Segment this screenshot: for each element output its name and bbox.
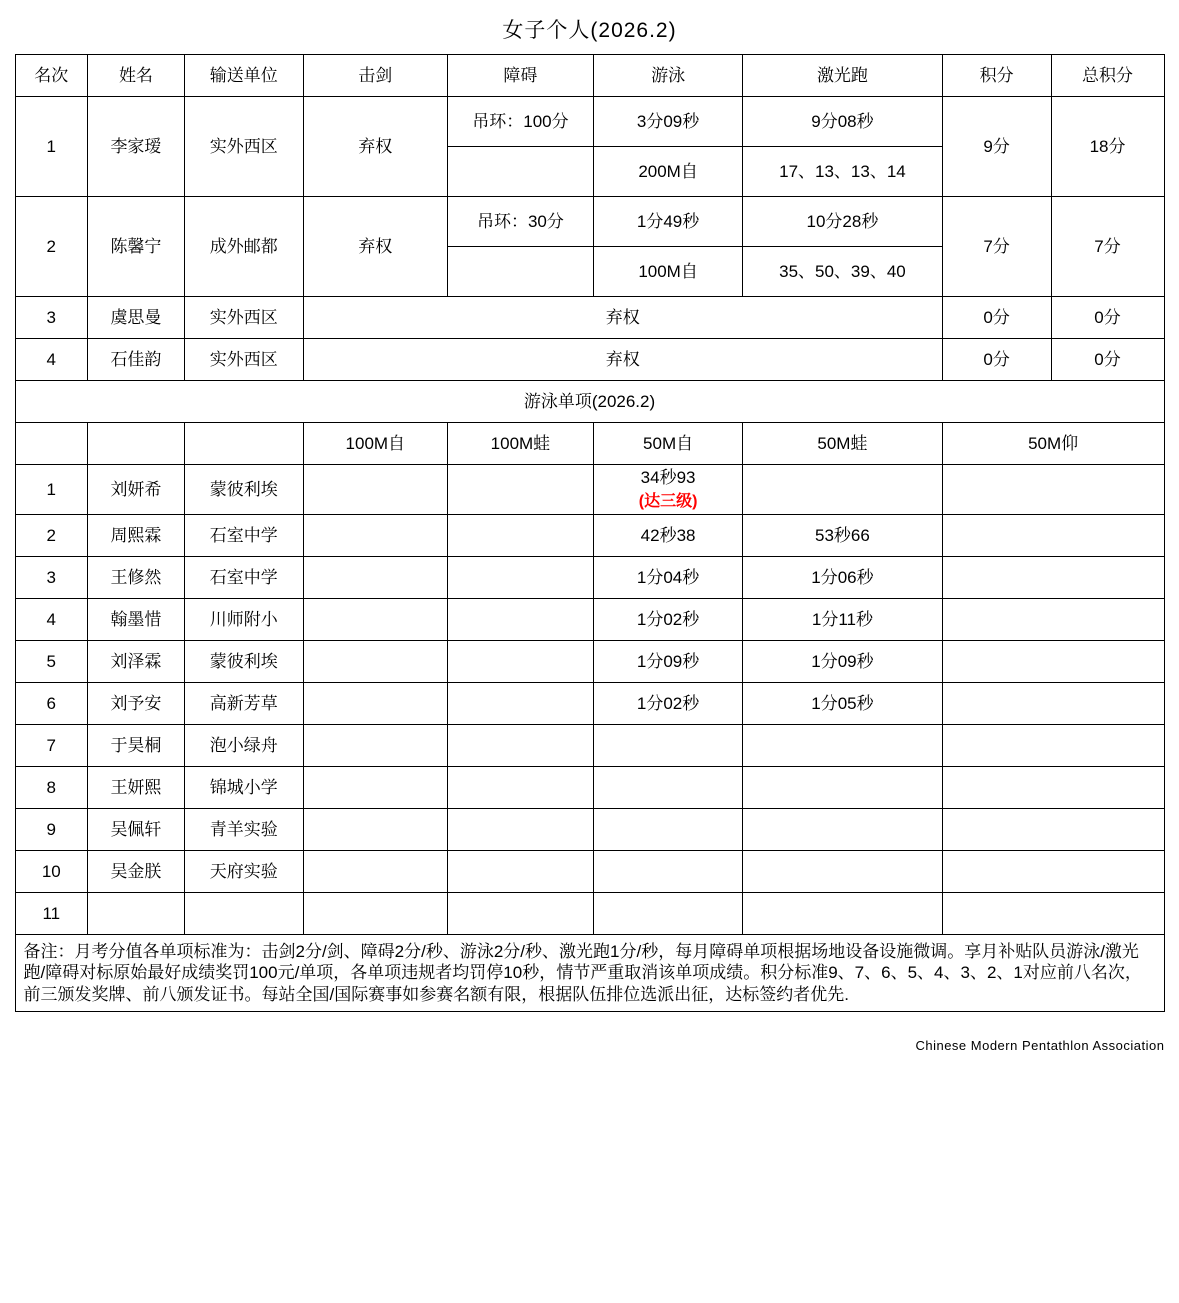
swim-100m-free bbox=[303, 515, 447, 557]
swim-50m-breast bbox=[743, 465, 943, 515]
table-row bbox=[15, 339, 1164, 381]
swim-name: 吴金朕 bbox=[88, 851, 185, 893]
header-name: 姓名 bbox=[88, 55, 185, 97]
swim-rank: 6 bbox=[15, 683, 88, 725]
swim-rank: 3 bbox=[15, 557, 88, 599]
athlete-unit: 成外邮都 bbox=[184, 197, 303, 297]
table-row bbox=[15, 641, 1164, 683]
swim-50m-breast bbox=[743, 893, 943, 935]
swim-unit: 石室中学 bbox=[184, 557, 303, 599]
header-points: 积分 bbox=[942, 55, 1051, 97]
swim-50m-back bbox=[942, 641, 1164, 683]
athlete-rank: 1 bbox=[15, 97, 88, 197]
swim-50m-back bbox=[942, 725, 1164, 767]
swim-50m-free: 1分02秒 bbox=[594, 599, 743, 641]
swim-section-title: 游泳单项(2026.2) bbox=[15, 381, 1164, 423]
athlete-points: 7分 bbox=[942, 197, 1051, 297]
swim-rank: 4 bbox=[15, 599, 88, 641]
table-row bbox=[15, 725, 1164, 767]
footer-organization: Chinese Modern Pentathlon Association bbox=[915, 1037, 1165, 1053]
swim-50m-free-time: 34秒93 bbox=[640, 468, 696, 488]
swim-unit: 锦城小学 bbox=[184, 767, 303, 809]
swim-name: 王修然 bbox=[88, 557, 185, 599]
athlete-obstacle-extra bbox=[447, 247, 593, 297]
swim-100m-breast bbox=[447, 725, 593, 767]
table-row bbox=[15, 809, 1164, 851]
swim-100m-free bbox=[303, 641, 447, 683]
header-fencing: 击剑 bbox=[303, 55, 447, 97]
athlete-total-points: 0分 bbox=[1051, 339, 1164, 381]
athlete-rank: 4 bbox=[15, 339, 88, 381]
table-row bbox=[15, 893, 1164, 935]
swim-100m-breast bbox=[447, 465, 593, 515]
swim-50m-free bbox=[594, 851, 743, 893]
table-row bbox=[15, 515, 1164, 557]
results-table bbox=[15, 54, 1165, 1012]
athlete-points: 9分 bbox=[942, 97, 1051, 197]
swim-100m-free bbox=[303, 851, 447, 893]
athlete-total-points: 7分 bbox=[1051, 197, 1164, 297]
swim-50m-breast bbox=[743, 725, 943, 767]
swim-100m-breast bbox=[447, 767, 593, 809]
notes-row bbox=[15, 935, 1164, 1012]
table-row bbox=[15, 97, 1164, 147]
swim-name bbox=[88, 893, 185, 935]
swim-unit: 天府实验 bbox=[184, 851, 303, 893]
athlete-points: 0分 bbox=[942, 297, 1051, 339]
swim-unit bbox=[184, 893, 303, 935]
athlete-swim-time: 3分09秒 bbox=[594, 97, 743, 147]
athlete-unit: 实外西区 bbox=[184, 297, 303, 339]
swim-100m-breast bbox=[447, 851, 593, 893]
swim-50m-free bbox=[594, 767, 743, 809]
swim-header-100m-breast: 100M蛙 bbox=[447, 423, 593, 465]
swim-50m-breast: 1分06秒 bbox=[743, 557, 943, 599]
table-row bbox=[15, 851, 1164, 893]
swim-unit: 蒙彼利埃 bbox=[184, 465, 303, 515]
athlete-fencing: 弃权 bbox=[303, 197, 447, 297]
swim-50m-free: 1分02秒 bbox=[594, 683, 743, 725]
athlete-swim-time: 1分49秒 bbox=[594, 197, 743, 247]
swim-rank: 1 bbox=[15, 465, 88, 515]
swim-100m-free bbox=[303, 809, 447, 851]
swim-50m-free bbox=[594, 465, 743, 515]
swim-unit: 青羊实验 bbox=[184, 809, 303, 851]
swim-100m-breast bbox=[447, 683, 593, 725]
table-row bbox=[15, 297, 1164, 339]
athlete-swim-event: 100M自 bbox=[594, 247, 743, 297]
swim-50m-breast: 53秒66 bbox=[743, 515, 943, 557]
swim-50m-breast: 1分09秒 bbox=[743, 641, 943, 683]
table-row bbox=[15, 465, 1164, 515]
swim-100m-breast bbox=[447, 557, 593, 599]
athlete-result: 弃权 bbox=[303, 339, 942, 381]
swim-rank: 8 bbox=[15, 767, 88, 809]
swim-50m-free bbox=[594, 809, 743, 851]
swim-grade-badge: (达三级) bbox=[638, 492, 698, 510]
athlete-total-points: 0分 bbox=[1051, 297, 1164, 339]
swim-rank: 7 bbox=[15, 725, 88, 767]
swim-100m-breast bbox=[447, 893, 593, 935]
swim-100m-breast bbox=[447, 599, 593, 641]
swim-header-name bbox=[88, 423, 185, 465]
swim-100m-free bbox=[303, 683, 447, 725]
swim-rank: 5 bbox=[15, 641, 88, 683]
swim-50m-free: 42秒38 bbox=[594, 515, 743, 557]
swim-50m-back bbox=[942, 809, 1164, 851]
swim-name: 刘泽霖 bbox=[88, 641, 185, 683]
swim-unit: 蒙彼利埃 bbox=[184, 641, 303, 683]
swim-name: 王妍熙 bbox=[88, 767, 185, 809]
swim-100m-free bbox=[303, 893, 447, 935]
swim-50m-free: 1分04秒 bbox=[594, 557, 743, 599]
athlete-rank: 2 bbox=[15, 197, 88, 297]
swim-50m-free: 1分09秒 bbox=[594, 641, 743, 683]
athlete-unit: 实外西区 bbox=[184, 97, 303, 197]
swim-rank: 2 bbox=[15, 515, 88, 557]
swim-50m-breast bbox=[743, 767, 943, 809]
header-total-points: 总积分 bbox=[1051, 55, 1164, 97]
athlete-total-points: 18分 bbox=[1051, 97, 1164, 197]
swim-50m-back bbox=[942, 515, 1164, 557]
swim-100m-free bbox=[303, 465, 447, 515]
athlete-obstacle-extra bbox=[447, 147, 593, 197]
swim-section-title-row bbox=[15, 381, 1164, 423]
athlete-points: 0分 bbox=[942, 339, 1051, 381]
header-unit: 输送单位 bbox=[184, 55, 303, 97]
table-header-row bbox=[15, 55, 1164, 97]
table-row bbox=[15, 767, 1164, 809]
swim-100m-free bbox=[303, 599, 447, 641]
header-obstacle: 障碍 bbox=[447, 55, 593, 97]
swim-header-50m-back: 50M仰 bbox=[942, 423, 1164, 465]
swim-header-100m-free: 100M自 bbox=[303, 423, 447, 465]
athlete-laser-time: 9分08秒 bbox=[743, 97, 943, 147]
swim-name: 翰墨惜 bbox=[88, 599, 185, 641]
page-title: 女子个人(2026.2) bbox=[502, 19, 677, 42]
athlete-rank: 3 bbox=[15, 297, 88, 339]
swim-100m-breast bbox=[447, 515, 593, 557]
swim-50m-breast bbox=[743, 851, 943, 893]
swim-unit: 川师附小 bbox=[184, 599, 303, 641]
athlete-swim-event: 200M自 bbox=[594, 147, 743, 197]
swim-50m-free bbox=[594, 725, 743, 767]
swim-50m-back bbox=[942, 851, 1164, 893]
swim-50m-back bbox=[942, 465, 1164, 515]
notes-text: 备注：月考分值各单项标准为：击剑2分/剑、障碍2分/秒、游泳2分/秒、激光跑1分/秒，每月障碍单项根据场地设备设施微调。享月补贴队员游泳/激光跑/障碍对标原始最好成绩奖罚100元/单项，各单项违规者均罚停10秒，情节严重取消该单项成绩。积分标准9、7、6、5、4、3、2、1对应前八名次，前三颁发奖牌、前八颁发证书。每站全国/国际赛事如参赛名额有限，根据队伍排位选派出征，达标签约者优先. bbox=[15, 935, 1164, 1012]
swim-header-row bbox=[15, 423, 1164, 465]
table-row bbox=[15, 599, 1164, 641]
swim-50m-breast bbox=[743, 809, 943, 851]
swim-50m-breast: 1分11秒 bbox=[743, 599, 943, 641]
athlete-name: 虞思曼 bbox=[88, 297, 185, 339]
swim-50m-back bbox=[942, 599, 1164, 641]
swim-rank: 11 bbox=[15, 893, 88, 935]
swim-header-50m-breast: 50M蛙 bbox=[743, 423, 943, 465]
swim-name: 周熙霖 bbox=[88, 515, 185, 557]
athlete-name: 陈馨宁 bbox=[88, 197, 185, 297]
swim-100m-breast bbox=[447, 809, 593, 851]
athlete-laser-time: 10分28秒 bbox=[743, 197, 943, 247]
swim-50m-back bbox=[942, 683, 1164, 725]
header-laser-run: 激光跑 bbox=[743, 55, 943, 97]
table-row bbox=[15, 197, 1164, 247]
swim-rank: 9 bbox=[15, 809, 88, 851]
header-swimming: 游泳 bbox=[594, 55, 743, 97]
swim-name: 于昊桐 bbox=[88, 725, 185, 767]
header-rank: 名次 bbox=[15, 55, 88, 97]
athlete-result: 弃权 bbox=[303, 297, 942, 339]
swim-rank: 10 bbox=[15, 851, 88, 893]
table-row bbox=[15, 683, 1164, 725]
swim-unit: 高新芳草 bbox=[184, 683, 303, 725]
swim-header-50m-free: 50M自 bbox=[594, 423, 743, 465]
athlete-fencing: 弃权 bbox=[303, 97, 447, 197]
swim-100m-free bbox=[303, 767, 447, 809]
swim-header-unit bbox=[184, 423, 303, 465]
swim-100m-free bbox=[303, 557, 447, 599]
swim-name: 吴佩轩 bbox=[88, 809, 185, 851]
swim-50m-back bbox=[942, 557, 1164, 599]
athlete-laser-splits: 17、13、13、14 bbox=[743, 147, 943, 197]
athlete-obstacle: 吊环：30分 bbox=[447, 197, 593, 247]
athlete-obstacle: 吊环：100分 bbox=[447, 97, 593, 147]
swim-50m-breast: 1分05秒 bbox=[743, 683, 943, 725]
swim-100m-breast bbox=[447, 641, 593, 683]
athlete-laser-splits: 35、50、39、40 bbox=[743, 247, 943, 297]
athlete-unit: 实外西区 bbox=[184, 339, 303, 381]
swim-100m-free bbox=[303, 725, 447, 767]
swim-50m-back bbox=[942, 767, 1164, 809]
table-row bbox=[15, 557, 1164, 599]
swim-header-rank bbox=[15, 423, 88, 465]
swim-unit: 泡小绿舟 bbox=[184, 725, 303, 767]
swim-name: 刘予安 bbox=[88, 683, 185, 725]
swim-50m-back bbox=[942, 893, 1164, 935]
swim-name: 刘妍希 bbox=[88, 465, 185, 515]
swim-unit: 石室中学 bbox=[184, 515, 303, 557]
athlete-name: 石佳韵 bbox=[88, 339, 185, 381]
swim-50m-free bbox=[594, 893, 743, 935]
athlete-name: 李家瑷 bbox=[88, 97, 185, 197]
